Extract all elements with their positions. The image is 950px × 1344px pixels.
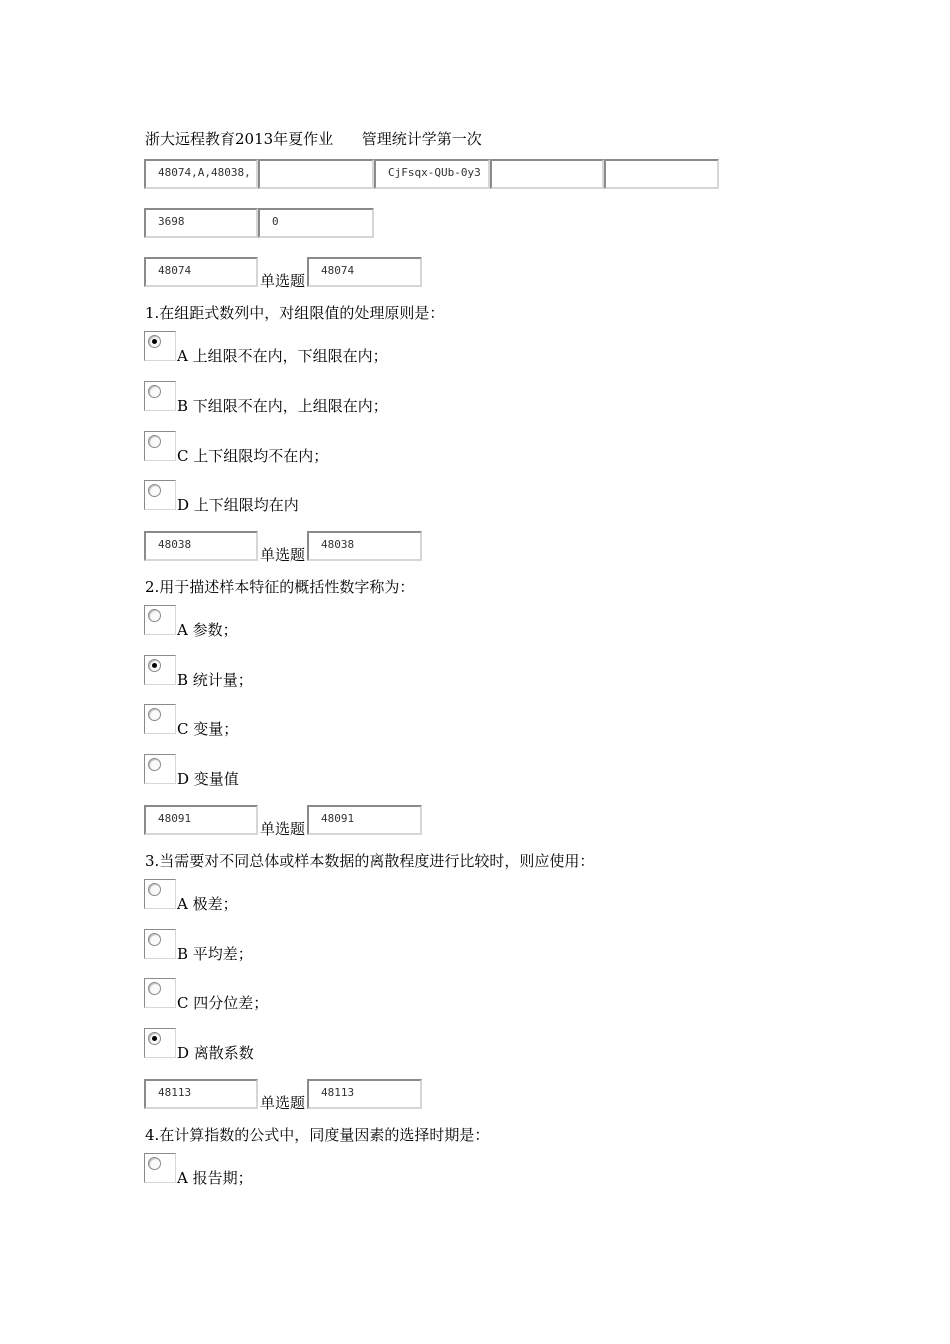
radio-circle-icon (148, 1157, 161, 1170)
option-label: D 上下组限均在内 (177, 496, 299, 514)
question-id-field[interactable]: 48113 (307, 1079, 422, 1109)
radio-option[interactable] (144, 431, 176, 461)
question-id-field[interactable]: 48091 (144, 805, 258, 835)
header-field-2[interactable] (258, 159, 374, 189)
radio-option[interactable] (144, 754, 176, 784)
question-type-label: 单选题 (260, 546, 306, 564)
radio-circle-icon (148, 659, 161, 672)
radio-option[interactable] (144, 704, 176, 734)
question-id-field[interactable]: 48038 (307, 531, 422, 561)
option-label: C 变量； (177, 720, 239, 738)
count-field-1[interactable]: 3698 (144, 208, 258, 238)
option-label: D 离散系数 (177, 1044, 254, 1062)
radio-selected-dot (152, 663, 157, 668)
radio-circle-icon (148, 385, 161, 398)
radio-option[interactable] (144, 331, 176, 361)
option-label: A 报告期； (177, 1169, 253, 1187)
radio-option[interactable] (144, 655, 176, 685)
header-field-5[interactable] (604, 159, 719, 189)
radio-circle-icon (148, 609, 161, 622)
radio-option[interactable] (144, 1028, 176, 1058)
question-text: 3.当需要对不同总体或样本数据的离散程度进行比较时，则应使用： (145, 852, 595, 870)
question-id-field[interactable]: 48074 (307, 257, 422, 287)
option-label: B 下组限不在内，上组限在内； (177, 397, 388, 415)
radio-circle-icon (148, 708, 161, 721)
option-label: B 平均差； (177, 945, 253, 963)
radio-option[interactable] (144, 879, 176, 909)
option-label: D 变量值 (177, 770, 239, 788)
option-label: A 极差； (177, 895, 238, 913)
question-text: 2.用于描述样本特征的概括性数字称为： (145, 578, 415, 596)
radio-circle-icon (148, 982, 161, 995)
radio-option[interactable] (144, 605, 176, 635)
radio-option[interactable] (144, 381, 176, 411)
question-id-field[interactable]: 48113 (144, 1079, 258, 1109)
question-type-label: 单选题 (260, 1094, 306, 1112)
radio-circle-icon (148, 335, 161, 348)
option-label: A 上组限不在内，下组限在内； (177, 347, 388, 365)
question-type-label: 单选题 (260, 820, 306, 838)
header-field-1[interactable]: 48074,A,48038, (144, 159, 258, 189)
radio-circle-icon (148, 1032, 161, 1045)
radio-circle-icon (148, 933, 161, 946)
option-label: C 上下组限均不在内； (177, 447, 329, 465)
radio-option[interactable] (144, 480, 176, 510)
question-id-field[interactable]: 48074 (144, 257, 258, 287)
option-label: B 统计量； (177, 671, 253, 689)
radio-selected-dot (152, 339, 157, 344)
radio-selected-dot (152, 1036, 157, 1041)
radio-option[interactable] (144, 978, 176, 1008)
radio-option[interactable] (144, 929, 176, 959)
header-field-3[interactable]: CjFsqx-QUb-0y3 (374, 159, 490, 189)
question-id-field[interactable]: 48038 (144, 531, 258, 561)
question-type-label: 单选题 (260, 272, 306, 290)
header-field-4[interactable] (490, 159, 604, 189)
radio-circle-icon (148, 758, 161, 771)
radio-circle-icon (148, 484, 161, 497)
option-label: C 四分位差； (177, 994, 269, 1012)
question-id-field[interactable]: 48091 (307, 805, 422, 835)
option-label: A 参数； (177, 621, 238, 639)
count-field-2[interactable]: 0 (258, 208, 374, 238)
radio-circle-icon (148, 883, 161, 896)
question-text: 1.在组距式数列中，对组限值的处理原则是： (145, 304, 445, 322)
radio-circle-icon (148, 435, 161, 448)
question-text: 4.在计算指数的公式中，同度量因素的选择时期是： (145, 1126, 490, 1144)
page-title: 浙大远程教育2013年夏作业 管理统计学第一次 (145, 130, 482, 148)
radio-option[interactable] (144, 1153, 176, 1183)
